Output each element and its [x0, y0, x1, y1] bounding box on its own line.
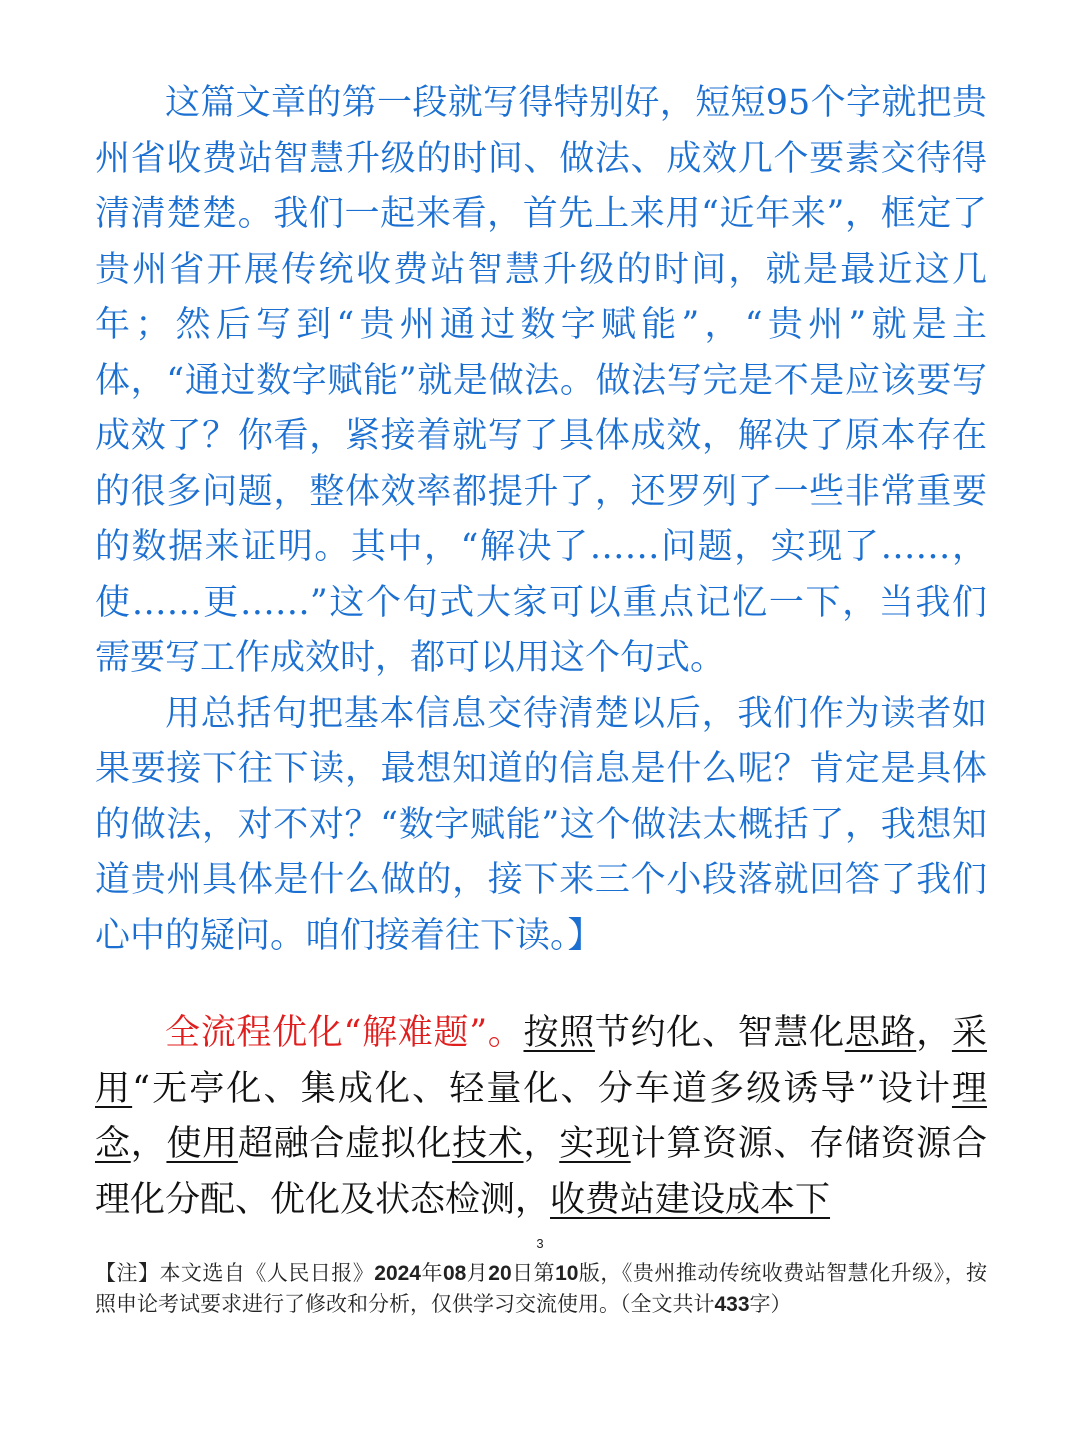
article-paragraph	[95, 1006, 987, 1228]
note-day: 20	[488, 1262, 512, 1285]
article-body	[95, 1006, 987, 1228]
article-text-segment: ，	[130, 1124, 167, 1164]
source-note	[95, 1258, 987, 1320]
underlined-keyword: 理念	[95, 1068, 987, 1164]
underlined-keyword: 技术	[452, 1124, 524, 1164]
underlined-keyword: 收费站建设成本下	[550, 1179, 831, 1220]
section-heading: 全流程优化“解难题”。	[165, 1013, 524, 1053]
underlined-keyword: 实现	[559, 1124, 631, 1164]
article-text-segment: ，	[916, 1013, 952, 1053]
note-year: 2024	[374, 1262, 421, 1285]
note-text-4: 日第	[511, 1261, 556, 1285]
note-text-5: 版，《贵州推动传统收费站智慧化升级》，按照申论考试要求进行了修改和分析，仅供学习交流使用。（全文共计	[95, 1261, 988, 1316]
note-text-3: 月	[466, 1261, 489, 1285]
article-text-segment: 计算资源、存储资源合理化分配、优化及状态检测，	[95, 1124, 987, 1220]
article-text-segment: “无亭化、集成化、轻量化、分车道多级诱导”设计	[132, 1068, 952, 1109]
note-text-2: 年	[420, 1261, 443, 1285]
page-number: 3	[536, 1236, 544, 1251]
underlined-keyword: 思路	[844, 1013, 917, 1053]
note-bracket: 【注】	[95, 1261, 160, 1285]
analysis-commentary	[95, 76, 987, 964]
underlined-keyword: 使用	[166, 1124, 238, 1164]
note-word-count: 433	[714, 1293, 750, 1316]
underlined-keyword: 按照	[523, 1013, 595, 1053]
note-text-1: 本文选自《人民日报》	[159, 1261, 375, 1285]
note-month: 08	[442, 1262, 467, 1285]
article-text-segment: 超融合虚拟化	[237, 1124, 453, 1164]
article-text-segment: ，	[523, 1124, 560, 1164]
analysis-paragraph-1: 这篇文章的第一段就写得特别好，短短95个字就把贵州省收费站智慧升级的时间、做法、成效几个要素交待得清清楚楚。我们一起来看，首先上来用“近年来”，框定了贵州省开展传统收费站智慧升级的时间，就是最近这几年；然后写到“贵州通过数字赋能”，“贵州”就是主体，“通过数字赋能”就是做法。做法写完是不是应该要写成效了？你看，紧接着就写了具体成效，解决了原本存在的很多问题，整体效率都提升了，还罗列了一些非常重要的数据来证明。其中，“解决了……问题，实现了……，使……更……”这个句式大家可以重点记忆一下，当我们需要写工作成效时，都可以用这个句式。	[95, 83, 987, 678]
note-edition: 10	[555, 1262, 579, 1285]
underlined-keyword: 采用	[95, 1013, 987, 1109]
note-text-6: 字）	[749, 1292, 792, 1316]
article-text-segment: 节约化、智慧化	[594, 1013, 845, 1053]
analysis-paragraph-2: 用总括句把基本信息交待清楚以后，我们作为读者如果要接下往下读，最想知道的信息是什么呢？肯定是具体的做法，对不对？“数字赋能”这个做法太概括了，我想知道贵州具体是什么做的，接下来三个小段落就回答了我们心中的疑问。咱们接着往下读。】	[95, 693, 987, 956]
